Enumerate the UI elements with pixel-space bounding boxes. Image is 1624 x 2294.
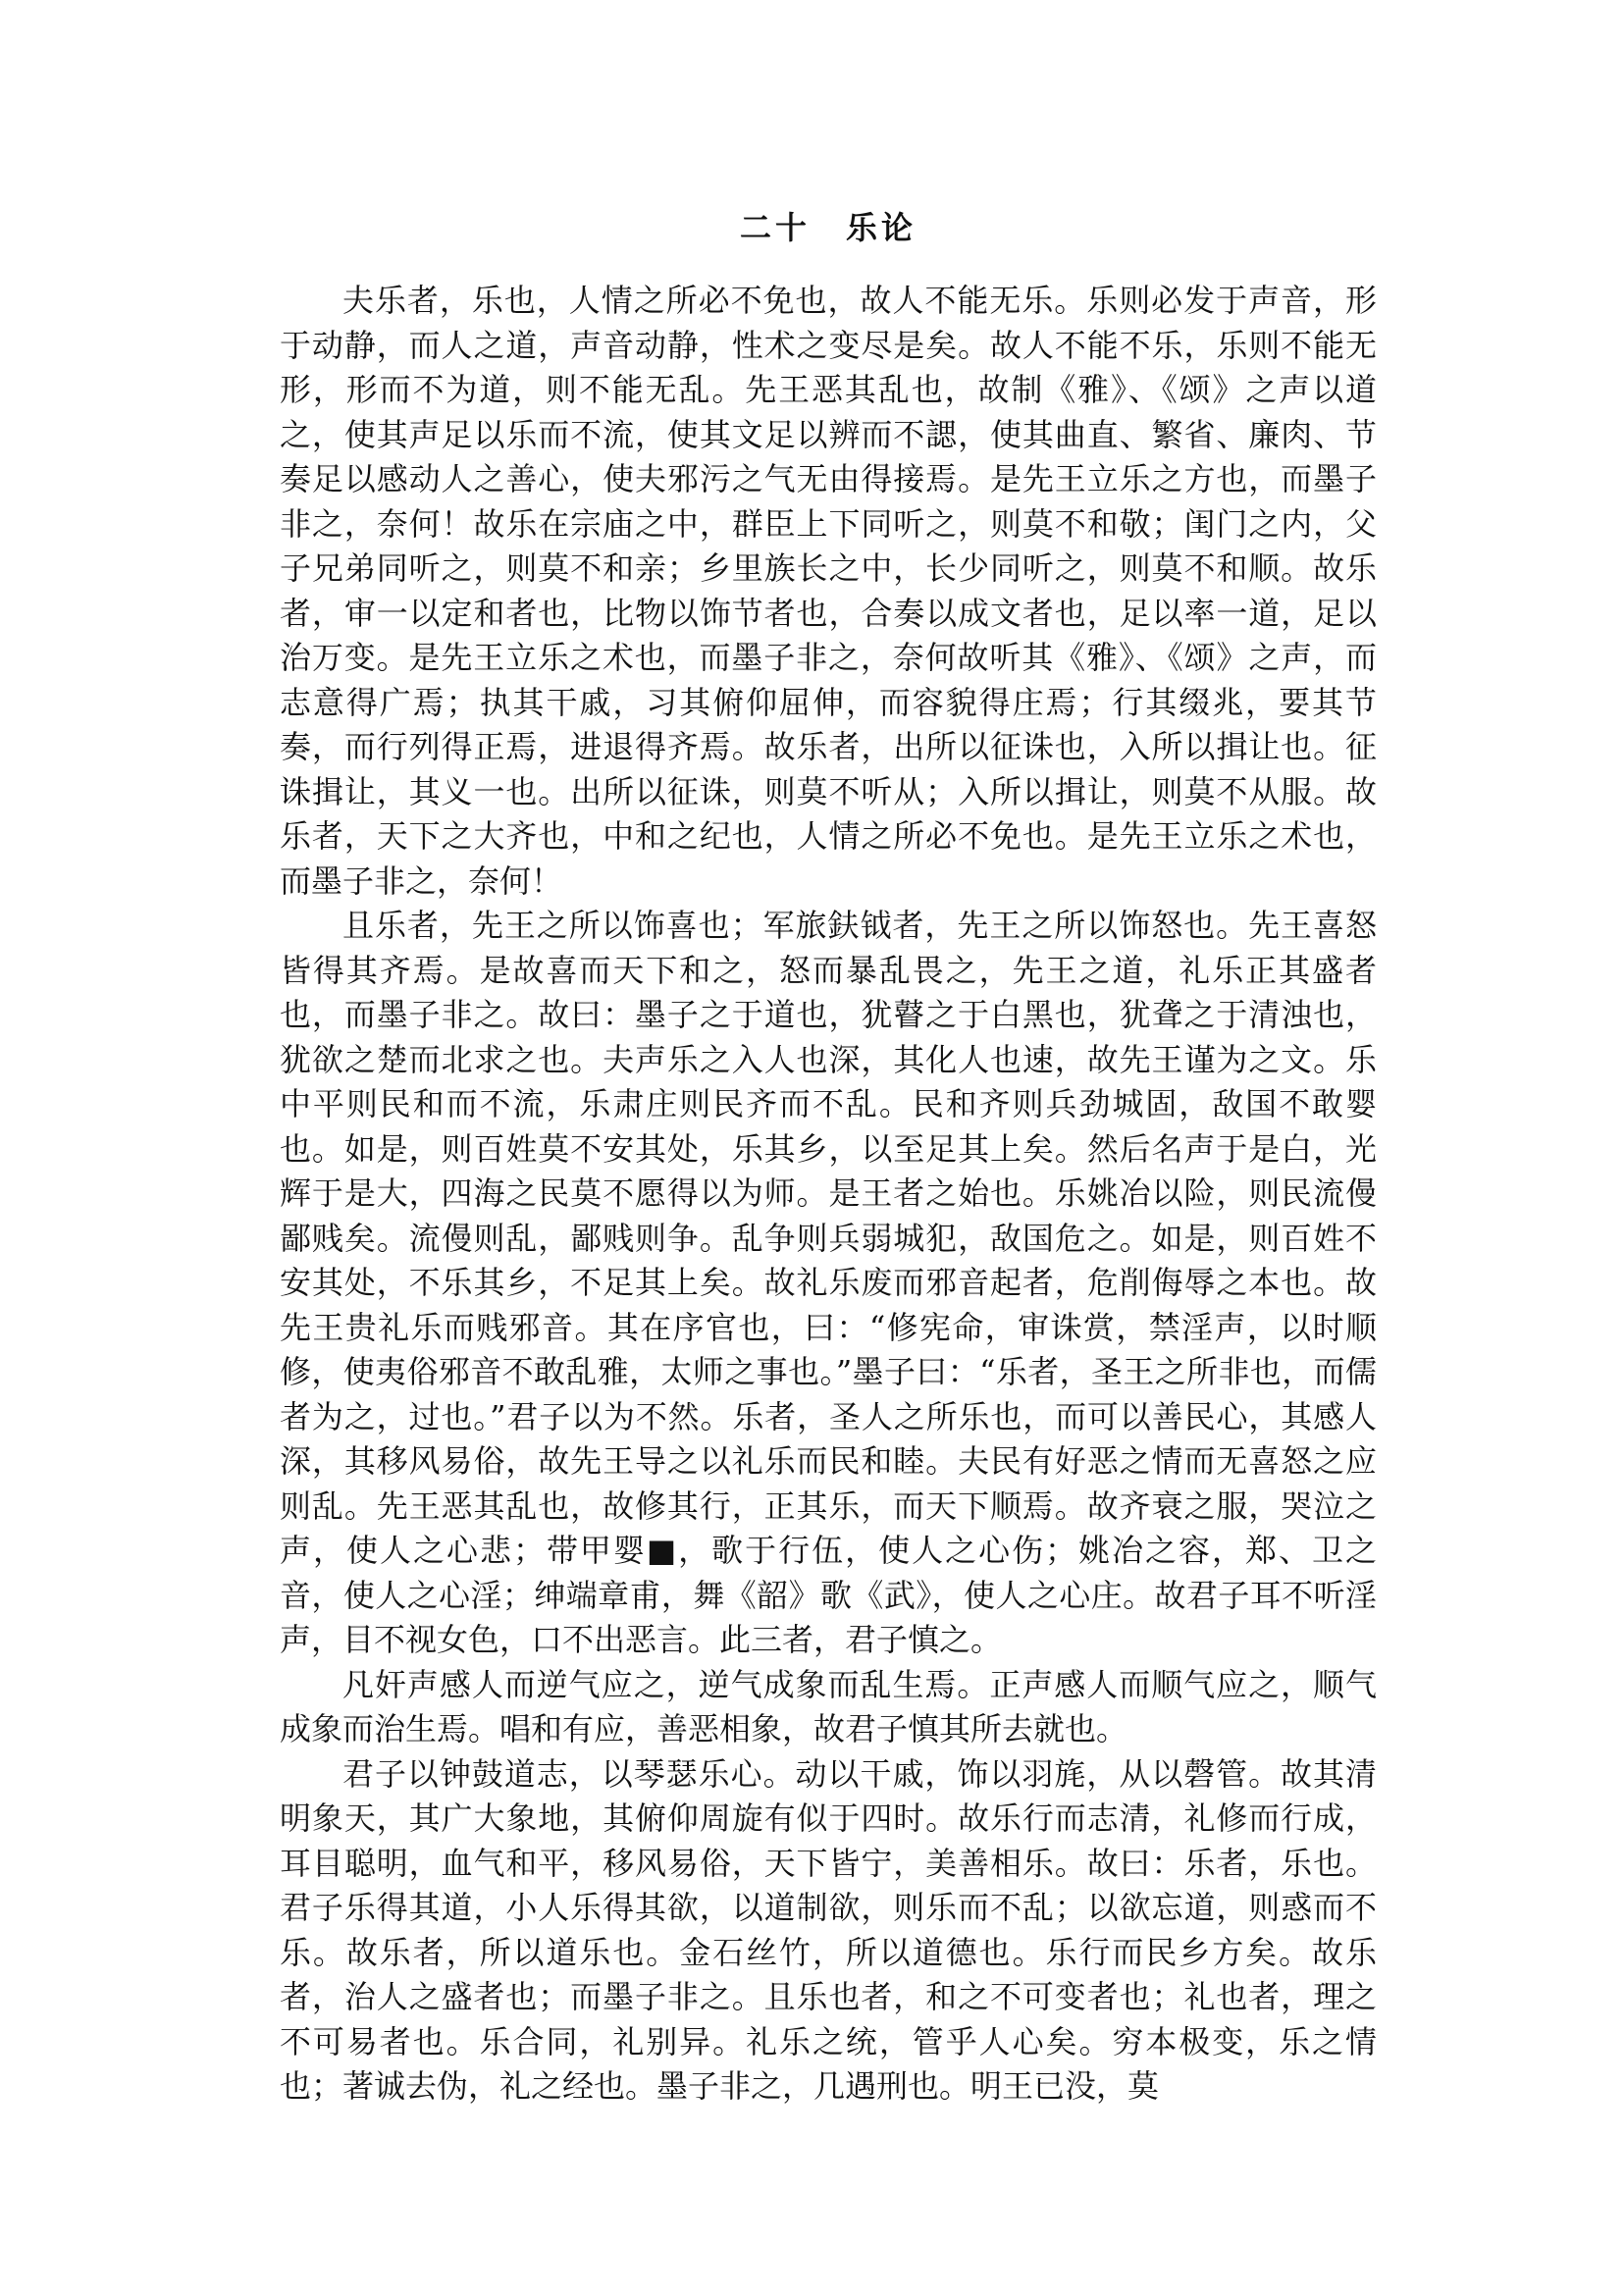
paragraph-4: 君子以钟鼓道志，以琴瑟乐心。动以干戚，饰以羽旄，从以磬管。故其清明象天，其广大象地，其俯仰周旋有似于四时。故乐行而志清，礼修而行成，耳目聪明，血气和平，移风易俗，天下皆宁，美善相乐。故曰：乐者，乐也。君子乐得其道，小人乐得其欲，以道制欲，则乐而不乱；以欲忘道，则惑而不乐。故乐者，所以道乐也。金石丝竹，所以道德也。乐行而民乡方矣。故乐者，治人之盛者也；而墨子非之。且乐也者，和之不可变者也；礼也者，理之不可易者也。乐合同，礼别异。礼乐之统，管乎人心矣。穷本极变，乐之情也；著诚去伪，礼之经也。墨子非之，几遇刑也。明王已没，莫 <box>280 1754 1377 2105</box>
document-page <box>280 208 1377 2110</box>
paragraph-1: 夫乐者，乐也，人情之所必不免也，故人不能无乐。乐则必发于声音，形于动静，而人之道，声音动静，性术之变尽是矣。故人不能不乐，乐则不能无形，形而不为道，则不能无乱。先王恶其乱也，故制《雅》、《颂》之声以道之，使其声足以乐而不流，使其文足以辨而不諰，使其曲直、繁省、廉肉、节奏足以感动人之善心，使夫邪污之气无由得接焉。是先王立乐之方也，而墨子非之，奈何！故乐在宗庙之中，群臣上下同听之，则莫不和敬；闺门之内，父子兄弟同听之，则莫不和亲；乡里族长之中，长少同听之，则莫不和顺。故乐者，审一以定和者也，比物以饰节者也，合奏以成文者也，足以率一道，足以治万变。是先王立乐之术也，而墨子非之，奈何故听其《雅》、《颂》之声，而志意得广焉；执其干戚，习其俯仰屈伸，而容貌得庄焉；行其缀兆，要其节奏，而行列得正焉，进退得齐焉。故乐者，出所以征诛也，入所以揖让也。征诛揖让，其义一也。出所以征诛，则莫不听从；入所以揖让，则莫不从服。故乐者，天下之大齐也，中和之纪也，人情之所必不免也。是先王立乐之术也，而墨子非之，奈何！ <box>280 282 1377 900</box>
paragraph-3: 凡奸声感人而逆气应之，逆气成象而乱生焉。正声感人而顺气应之，顺气成象而治生焉。唱和有应，善恶相象，故君子慎其所去就也。 <box>280 1665 1377 1747</box>
chapter-title: 二十 乐论 <box>739 209 917 246</box>
paragraph-2: 且乐者，先王之所以饰喜也；军旅鈇钺者，先王之所以饰怒也。先王喜怒皆得其齐焉。是故喜而天下和之，怒而暴乱畏之，先王之道，礼乐正其盛者也，而墨子非之。故曰：墨子之于道也，犹瞽之于白黑也，犹聋之于清浊也，犹欲之楚而北求之也。夫声乐之入人也深，其化人也速，故先王谨为之文。乐中平则民和而不流，乐肃庄则民齐而不乱。民和齐则兵劲城固，敌国不敢婴也。如是，则百姓莫不安其处，乐其乡，以至足其上矣。然后名声于是白，光辉于是大，四海之民莫不愿得以为师。是王者之始也。乐姚冶以险，则民流僈鄙贱矣。流僈则乱，鄙贱则争。乱争则兵弱城犯，敌国危之。如是，则百姓不安其处，不乐其乡，不足其上矣。故礼乐废而邪音起者，危削侮辱之本也。故先王贵礼乐而贱邪音。其在序官也，曰：“修宪命，审诛赏，禁淫声，以时顺修，使夷俗邪音不敢乱雅，太师之事也。”墨子曰：“乐者，圣王之所非也，而儒者为之，过也。”君子以为不然。乐者，圣人之所乐也，而可以善民心，其感人深，其移风易俗，故先王导之以礼乐而民和睦。夫民有好恶之情而无喜怒之应则乱。先王恶其乱也，故修其行，正其乐，而天下顺焉。故齐衰之服，哭泣之声，使人之心悲；带甲婴■，歌于行伍，使人之心伤；姚冶之容，郑、卫之音，使人之心淫；绅端章甫，舞《韶》歌《武》，使人之心庄。故君子耳不听淫声，目不视女色，口不出恶言。此三者，君子慎之。 <box>280 907 1377 1658</box>
